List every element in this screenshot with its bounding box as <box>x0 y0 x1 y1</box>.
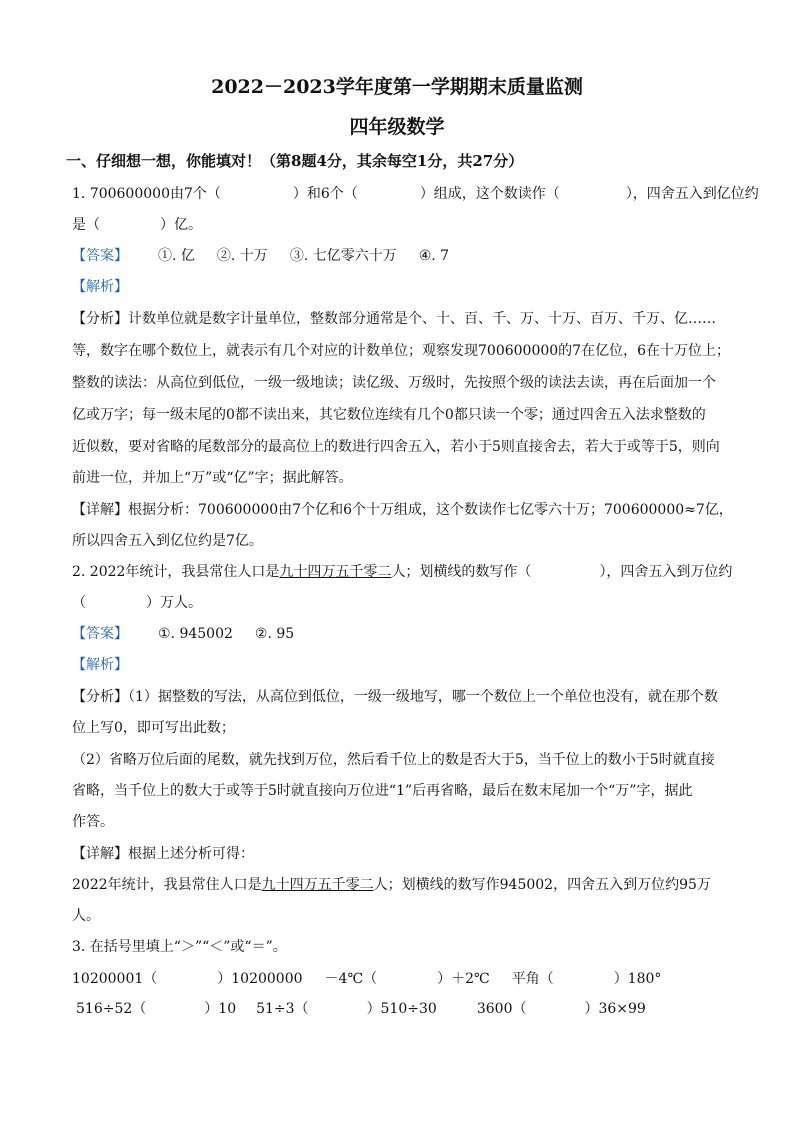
q1-fenxi-5: 近似数，要对省略的尾数部分的最高位上的数进行四舍五入，若小于5则直接舍去，若大于或等于5，则向 <box>72 439 720 455</box>
q3-prompt: 3. 在括号里填上“＞”“＜”或“＝”。 <box>72 939 287 955</box>
q1-fenxi-1 <box>72 308 716 328</box>
q1-text-d: ），四舍五入到亿位约 <box>625 186 759 202</box>
q1-answer-4: ④. 7 <box>418 248 450 264</box>
q3-item-1-right: ）10200000 <box>217 971 303 987</box>
q1-answer-3: ③. 七亿零六十万 <box>289 248 397 264</box>
q1-line-1 <box>72 183 759 203</box>
q2-xiangjie-text-2b: 人；划横线的数写作945002，四舍五入到万位约95万 <box>373 877 711 893</box>
q2-text-c: ），四舍五入到万位约 <box>599 564 733 580</box>
q2-jiexi: 【解析】 <box>72 657 128 673</box>
q1-xiangjie-1 <box>72 499 733 519</box>
q1-text-a: 1. 700600000由7个（ <box>72 186 221 202</box>
q1-xiangjie-text-1: 根据分析：700600000由7个亿和6个十万组成，这个数读作七亿零六十万；700600000≈7亿， <box>128 502 733 518</box>
q2-underlined-number: 九十四万五千零二 <box>279 564 392 580</box>
answer-tag: 【答案】 <box>72 248 128 264</box>
q2-fenxi-1 <box>72 686 718 706</box>
q1-answer-1: ①. 亿 <box>158 248 195 264</box>
q2-fenxi-2: 位上写0，即可写出此数； <box>72 720 235 736</box>
q1-fenxi-3: 整数的读法：从高位到低位，一级一级地读；读亿级、万级时，先按照个级的读法去读，再在后面加一个 <box>72 375 716 391</box>
q2-xiangjie-text-1: 根据上述分析可得： <box>128 846 254 862</box>
q2-line-2 <box>72 592 202 612</box>
q2-xiangjie-2 <box>72 874 711 894</box>
q2-fenxi-4: 省略，当千位上的数大于或等于5时就直接向万位进“1”后再省略，最后在数末尾加一个“万”字，据此 <box>72 783 693 799</box>
q3-row-1 <box>72 968 661 988</box>
q2-xiangjie-3: 人。 <box>72 908 100 924</box>
q3-item-2-right: ）＋2℃ <box>437 971 490 987</box>
q1-answer <box>72 245 471 265</box>
q3-item-4-right: ）10 <box>204 1001 237 1017</box>
q1-line-2 <box>72 214 202 234</box>
q2-xiangjie-text-2a: 2022年统计，我县常住人口是 <box>72 877 262 893</box>
q2-text-b: 人；划横线的数写作（ <box>391 564 532 580</box>
answer-tag: 【答案】 <box>72 626 128 642</box>
q3-item-2-left: －4℃（ <box>324 971 378 987</box>
q1-fenxi-6: 前进一位，并加上“万”或“亿”字；据此解答。 <box>72 470 353 486</box>
q3-row-2 <box>76 998 646 1018</box>
q2-text-d: （ <box>72 595 86 611</box>
q2-answer <box>72 623 316 643</box>
exam-subtitle: 四年级数学 <box>349 116 445 138</box>
q1-answer-2: ②. 十万 <box>216 248 268 264</box>
q3-item-4-left: 516÷52（ <box>76 1001 147 1017</box>
q1-text-b: ）和6个（ <box>292 186 358 202</box>
q1-text-e: 是（ <box>72 217 100 233</box>
q3-item-3-left: 平角（ <box>511 971 554 987</box>
q3-item-5-right: ）510÷30 <box>366 1001 437 1017</box>
q2-fenxi-5: 作答。 <box>72 814 114 830</box>
exam-title: 2022－2023学年度第一学期期末质量监测 <box>211 76 583 98</box>
q2-xiangjie-1 <box>72 843 254 863</box>
q1-fenxi-text-1: 计数单位就是数字计量单位，整数部分通常是个、十、百、千、万、十万、百万、千万、亿…… <box>128 311 716 327</box>
section-heading: 一、仔细想一想，你能填对！（第8题4分，其余每空1分，共27分） <box>66 152 524 170</box>
q2-line-1 <box>72 561 732 581</box>
q3-item-3-right: ）180° <box>613 971 662 987</box>
fenxi-tag: 【分析】 <box>72 689 128 705</box>
xiangjie-tag: 【详解】 <box>72 846 128 862</box>
q1-xiangjie-2: 所以四舍五入到亿位约是7亿。 <box>72 533 263 549</box>
q1-text-f: ）亿。 <box>160 217 202 233</box>
q2-answer-1: ①. 945002 <box>158 626 233 642</box>
xiangjie-tag: 【详解】 <box>72 502 128 518</box>
q2-text-a: 2. 2022年统计，我县常住人口是 <box>72 564 280 580</box>
q2-answer-2: ②. 95 <box>254 626 295 642</box>
q3-item-1-left: 10200001（ <box>72 971 158 987</box>
q3-item-6-left: 3600（ <box>476 1001 527 1017</box>
q1-text-c: ）组成，这个数读作（ <box>419 186 560 202</box>
fenxi-tag: 【分析】 <box>72 311 128 327</box>
q2-fenxi-3: （2）省略万位后面的尾数，就先找到万位，然后看千位上的数是否大于5，当千位上的数小于5时就直接 <box>72 752 715 768</box>
q1-fenxi-4: 亿或万字；每一级末尾的0都不读出来，其它数位连续有几个0都只读一个零；通过四舍五入法求整数的 <box>72 407 706 423</box>
q3-item-5-left: 51÷3（ <box>256 1001 309 1017</box>
q2-fenxi-text-1: （1）据整数的写法，从高位到低位，一级一级地写，哪一个数位上一个单位也没有，就在那个数 <box>128 689 718 705</box>
q3-item-6-right: ）36×99 <box>584 1001 646 1017</box>
q2-text-e: ）万人。 <box>146 595 202 611</box>
q1-jiexi: 【解析】 <box>72 279 128 295</box>
q1-fenxi-2: 等，数字在哪个数位上，就表示有几个对应的计数单位；观察发现700600000的7在亿位，6在十万位上； <box>72 343 730 359</box>
q2-xiangjie-underlined: 九十四万五千零二 <box>261 877 374 893</box>
